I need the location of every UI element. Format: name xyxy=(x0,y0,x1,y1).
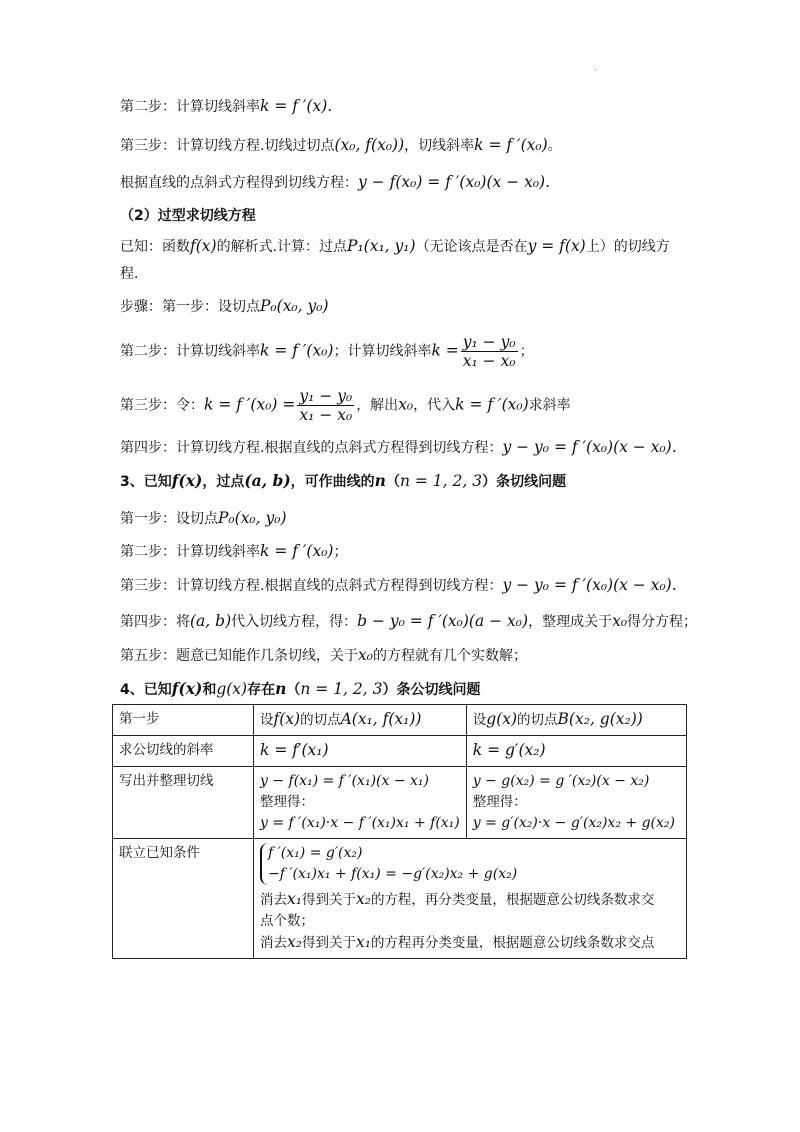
math-expression: g(x) xyxy=(486,710,518,728)
step-text: 第四步：将 xyxy=(120,614,190,630)
step-text: ，解出 xyxy=(356,397,399,414)
step-text: 第三步：计算切线方程.根据直线的点斜式方程得到切线方程： xyxy=(120,578,503,594)
step-text: ； xyxy=(333,544,348,560)
table-row xyxy=(113,736,687,767)
cell-text: 整理得： xyxy=(260,794,314,810)
elimination-note-1 xyxy=(260,889,680,911)
step-text: ； xyxy=(519,343,534,360)
math-expression: n = 1, 2, 3 xyxy=(399,472,483,490)
math-expression: k = f ′(x₀) xyxy=(260,341,334,360)
math-expression: y = f ′(x₁)·x − f ′(x₁)x₁ + f(x₁) xyxy=(260,815,460,831)
table-cell: 求公切线的斜率 xyxy=(113,736,254,767)
math-expression: y − g(x₂) = g ′(x₂)(x − x₂) xyxy=(472,773,650,789)
cell-text: 消去 xyxy=(260,892,287,908)
step-text: 第一步：设切点 xyxy=(120,511,218,527)
cell-text: 得到关于 xyxy=(301,892,356,908)
step-text: 第二步：计算切线斜率 xyxy=(120,99,260,115)
math-expression: y − y₀ = f ′(x₀)(x − x₀). xyxy=(502,576,677,594)
math-expression: n xyxy=(275,679,287,698)
math-expression: k = g′(x₂) xyxy=(472,741,546,759)
math-expression: k = f ′(x₀) = xyxy=(204,395,296,414)
step-text: 第二步：计算切线斜率 xyxy=(120,544,260,560)
table-cell xyxy=(254,705,467,736)
math-expression: y − f(x₀) = f ′(x₀)(x − x₀). xyxy=(358,173,551,191)
cell-text: 得到关于 xyxy=(301,935,356,951)
section-2-step-1 xyxy=(120,296,329,317)
section-3-step-2 xyxy=(120,541,347,562)
math-expression: k = f′(x₁) xyxy=(260,741,329,759)
math-expression: y = f(x) xyxy=(527,237,586,255)
section-3-step-5 xyxy=(120,645,527,666)
math-expression: n xyxy=(374,471,386,490)
math-expression: g(x) xyxy=(216,680,248,698)
math-expression: x₀ xyxy=(612,612,628,630)
step-text: 根据直线的点斜式方程得到切线方程： xyxy=(120,175,358,191)
slope-fraction xyxy=(297,387,354,424)
section-2-heading: （2）过型求切线方程 xyxy=(120,208,256,224)
cell-text: 的切点 xyxy=(517,712,558,728)
step-text: 的方程就有几个实数解； xyxy=(372,648,527,664)
math-expression: (a, b) xyxy=(190,612,232,630)
table-cell xyxy=(254,736,467,767)
step-text: 已知：函数 xyxy=(120,239,190,255)
heading-text: 4、已知 xyxy=(120,682,172,698)
cell-text: 的方程，再分类变量，根据题意公切线条数求交 xyxy=(370,892,655,908)
step-text: 第五步：题意已知能作几条切线，关于 xyxy=(120,648,358,664)
table-cell: 写出并整理切线 xyxy=(113,767,254,839)
point-slope-line xyxy=(120,172,550,193)
step-text: 步骤：第一步：设切点 xyxy=(120,299,260,315)
elimination-note-2 xyxy=(260,932,680,954)
step-2-slope-line xyxy=(120,96,332,117)
table-cell xyxy=(254,839,687,959)
heading-text: ，可作曲线的 xyxy=(290,474,375,490)
math-expression: k = f ′(x₀) xyxy=(455,395,529,414)
math-expression: x₁ xyxy=(287,890,302,908)
step-text: 第二步：计算切线斜率 xyxy=(120,343,260,360)
math-expression: k = xyxy=(431,341,459,360)
table-row xyxy=(113,839,687,959)
math-expression: k = f ′(x₀) xyxy=(260,542,334,560)
step-text: ；计算切线斜率 xyxy=(333,343,432,360)
step-text: 得分方程； xyxy=(627,614,698,630)
cell-text: 的方程再分类变量，根据题意公切线条数求交点 xyxy=(370,935,655,951)
heading-text: 存在 xyxy=(247,682,276,698)
cell-text: 点个数； xyxy=(260,913,314,929)
step-text: 第三步：令： xyxy=(120,397,204,414)
math-expression: y = g′(x₂)·x − g′(x₂)x₂ + g(x₂) xyxy=(472,815,675,831)
heading-text: 和 xyxy=(202,682,217,698)
section-2-known-line xyxy=(120,236,670,257)
step-text: 第三步：计算切线方程.切线过切点 xyxy=(120,138,335,154)
step-text: 。 xyxy=(547,138,562,154)
table-cell xyxy=(466,767,686,839)
math-expression: y − f(x₁) = f ′(x₁)(x − x₁) xyxy=(260,773,429,789)
heading-text: （ xyxy=(385,474,400,490)
math-expression: f(x) xyxy=(273,710,301,728)
step-text: 上）的切线方 xyxy=(585,239,670,255)
math-expression: f(x) xyxy=(171,471,203,490)
cell-text: 消去 xyxy=(260,935,287,951)
math-expression: P₁(x₁, y₁) xyxy=(347,237,416,255)
math-expression: f(x) xyxy=(190,237,217,255)
common-tangent-table xyxy=(112,704,687,959)
table-cell: 第一步 xyxy=(113,705,254,736)
cell-text: 设 xyxy=(260,712,274,728)
math-expression: k = f ′(x). xyxy=(260,97,333,115)
math-expression: k = f ′(x₀) xyxy=(474,136,548,154)
section-3-heading xyxy=(120,471,566,492)
step-text: （无论该点是否在 xyxy=(415,239,528,255)
math-expression: (x₀, f(x₀)) xyxy=(334,136,405,154)
math-expression: P₀(x₀, y₀) xyxy=(260,297,329,315)
table-cell: 联立已知条件 xyxy=(113,839,254,959)
section-2-step-2 xyxy=(120,333,534,370)
section-2-step-4 xyxy=(120,437,677,458)
table-row xyxy=(113,767,687,839)
math-expression: x₀ xyxy=(398,395,414,414)
math-expression: f(x) xyxy=(171,679,203,698)
math-expression: x₂ xyxy=(287,933,302,951)
math-expression: −f ′(x₁)x₁ + f(x₁) = −g′(x₂)x₂ + g(x₂) xyxy=(268,866,518,882)
section-4-heading xyxy=(120,679,481,700)
cell-text: 设 xyxy=(472,712,487,728)
step-text: 的解析式.计算：过点 xyxy=(216,239,348,255)
math-expression: n = 1, 2, 3 xyxy=(300,680,383,698)
step-text: 第四步：计算切线方程.根据直线的点斜式方程得到切线方程： xyxy=(120,440,503,456)
section-2-step-3 xyxy=(120,387,571,424)
page-marker-dot: . xyxy=(594,63,597,72)
heading-text: ）条公切线问题 xyxy=(382,682,481,698)
math-expression: y − y₀ = f ′(x₀)(x − x₀). xyxy=(502,438,677,456)
step-text: ，切线斜率 xyxy=(404,138,475,154)
step-text: 代入切线方程，得： xyxy=(231,614,358,630)
cell-text: 的切点 xyxy=(300,712,341,728)
math-expression: x₂ xyxy=(355,890,371,908)
section-3-step-1 xyxy=(120,508,287,529)
table-cell xyxy=(254,767,467,839)
step-text: ，代入 xyxy=(413,397,456,414)
fraction-numerator: y₁ − y₀ xyxy=(299,387,353,405)
math-expression: f ′(x₁) = g′(x₂) xyxy=(268,845,363,861)
fraction-denominator: x₁ − x₀ xyxy=(299,406,353,424)
math-expression: A(x₁, f(x₁)) xyxy=(340,710,422,728)
heading-text: ）条切线问题 xyxy=(482,474,567,490)
math-expression: B(x₂, g(x₂)) xyxy=(557,710,643,728)
math-expression: P₀(x₀, y₀) xyxy=(218,509,287,527)
math-expression: x₁ xyxy=(355,933,371,951)
section-2-known-cont: 程. xyxy=(120,266,139,282)
table-cell xyxy=(466,705,686,736)
slope-fraction xyxy=(461,333,518,370)
section-3-step-4 xyxy=(120,611,697,632)
cell-text: 整理得： xyxy=(472,794,527,810)
math-expression: x₀ xyxy=(358,646,373,664)
table-row xyxy=(113,705,687,736)
heading-text: ，过点 xyxy=(202,474,245,490)
equation-system xyxy=(260,843,517,885)
step-3-tangent-line xyxy=(120,135,562,156)
section-3-step-3 xyxy=(120,575,677,596)
fraction-numerator: y₁ − y₀ xyxy=(462,333,516,351)
math-expression: (a, b) xyxy=(244,471,291,490)
heading-text: 3、已知 xyxy=(120,474,172,490)
step-text: ，整理成关于 xyxy=(528,614,613,630)
step-text: 求斜率 xyxy=(528,397,571,414)
heading-text: （ xyxy=(286,682,301,698)
table-cell xyxy=(466,736,686,767)
math-expression: b − y₀ = f ′(x₀)(a − x₀) xyxy=(357,612,529,630)
fraction-denominator: x₁ − x₀ xyxy=(462,352,516,370)
